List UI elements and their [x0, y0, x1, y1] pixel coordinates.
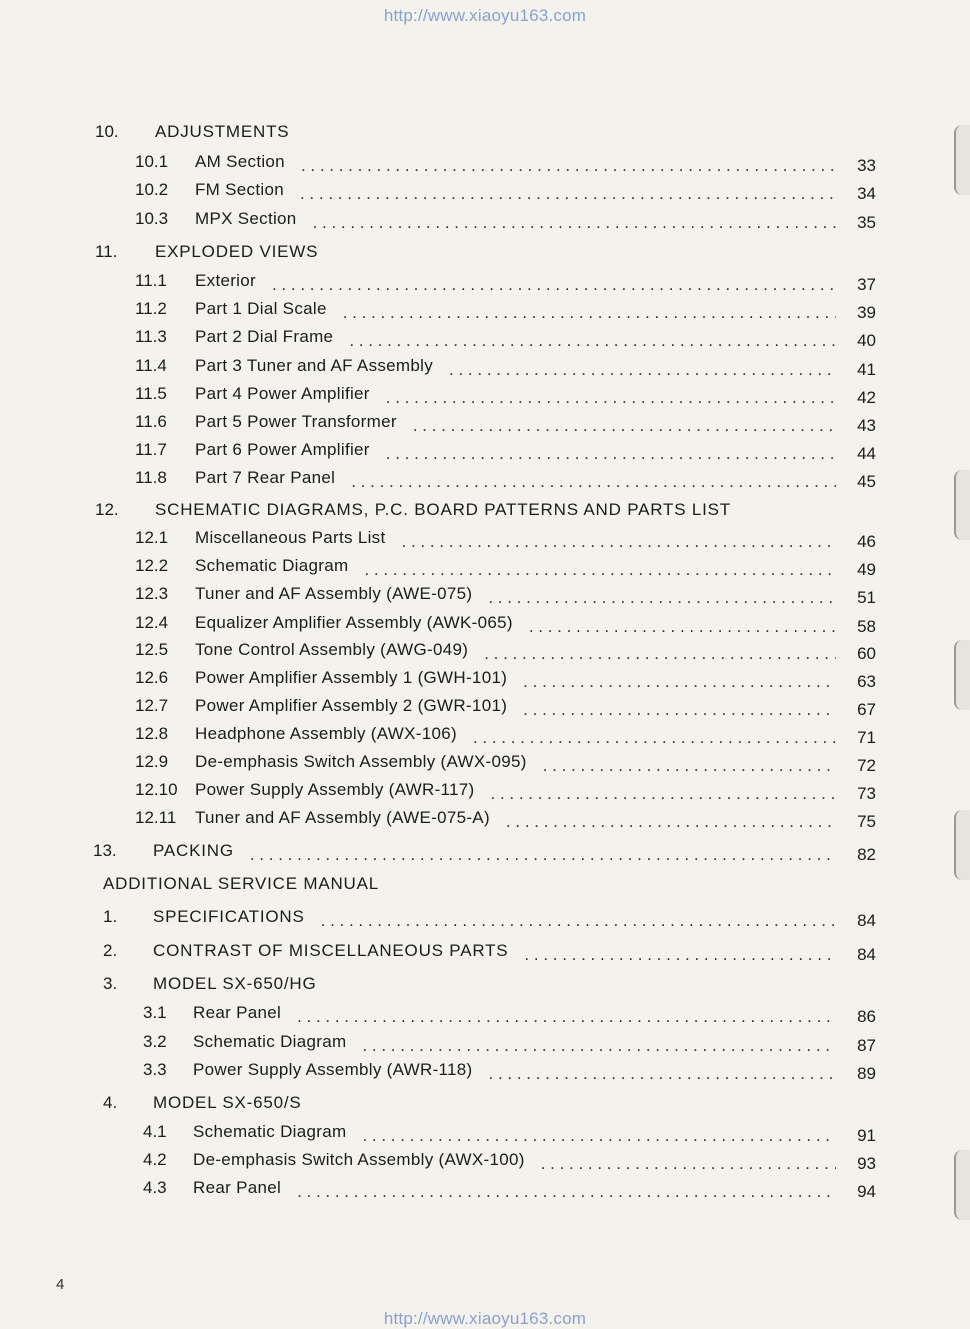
leader-dots	[491, 782, 837, 806]
entry-number: 3.3	[143, 1060, 167, 1079]
entry-title: SPECIFICATIONS	[153, 907, 305, 926]
toc-entry[interactable]	[0, 638, 970, 662]
entry-page-number: 41	[857, 360, 876, 379]
toc-entry[interactable]	[0, 269, 970, 293]
entry-number: 11.2	[135, 299, 167, 318]
toc-entry[interactable]	[0, 554, 970, 578]
leader-dots	[541, 1152, 836, 1176]
entry-number: 1.	[103, 907, 118, 926]
leader-dots	[523, 698, 836, 722]
toc-entry[interactable]	[0, 354, 970, 378]
entry-number: 2.	[103, 941, 118, 960]
toc-section[interactable]	[0, 872, 970, 896]
entry-number: 12.5	[135, 640, 169, 659]
entry-page-number: 49	[857, 560, 876, 579]
footer-url[interactable]: http://www.xiaoyu163.com	[383, 1309, 587, 1328]
toc-entry[interactable]	[0, 526, 970, 550]
entry-page-number: 51	[857, 588, 876, 607]
entry-title: Part 3 Tuner and AF Assembly	[195, 356, 434, 375]
entry-number: 12.1	[135, 528, 169, 547]
leader-dots	[300, 182, 836, 206]
entry-number: 11.	[95, 242, 118, 261]
entry-number: 12.7	[135, 696, 169, 715]
leader-dots	[523, 670, 836, 694]
entry-page-number: 34	[857, 184, 876, 203]
entry-title: Equalizer Amplifier Assembly (AWK-065)	[195, 613, 513, 632]
entry-number: 12.2	[135, 556, 169, 575]
leader-dots	[250, 843, 836, 867]
entry-title: FM Section	[195, 180, 284, 199]
entry-title: MODEL SX-650/HG	[153, 974, 317, 993]
toc-entry[interactable]	[0, 1001, 970, 1025]
entry-number: 11.8	[135, 468, 167, 487]
entry-title: Power Supply Assembly (AWR-118)	[193, 1060, 473, 1079]
entry-page-number: 43	[857, 416, 876, 435]
entry-title: Part 2 Dial Frame	[195, 327, 334, 346]
entry-number: 12.11	[135, 808, 177, 827]
leader-dots	[543, 754, 836, 778]
toc-entry[interactable]	[0, 438, 970, 462]
leader-dots	[364, 558, 836, 582]
leader-dots	[343, 301, 836, 325]
entry-number: 4.2	[143, 1150, 167, 1169]
leader-dots	[272, 273, 836, 297]
toc-entry[interactable]	[0, 750, 970, 774]
toc-entry[interactable]	[0, 410, 970, 434]
entry-number: 11.3	[135, 327, 167, 346]
entry-title: PACKING	[153, 841, 234, 860]
entry-title: Tone Control Assembly (AWG-049)	[195, 640, 469, 659]
entry-number: 11.1	[135, 271, 167, 290]
leader-dots	[386, 442, 836, 466]
leader-dots	[297, 1180, 836, 1204]
leader-dots	[313, 211, 836, 235]
entry-number: 3.	[103, 974, 118, 993]
entry-page-number: 72	[857, 756, 876, 775]
toc-section[interactable]	[0, 905, 970, 929]
toc-entry[interactable]	[0, 1176, 970, 1200]
entry-title: CONTRAST OF MISCELLANEOUS PARTS	[153, 941, 509, 960]
entry-page-number: 71	[857, 728, 876, 747]
toc-entry[interactable]	[0, 325, 970, 349]
toc-entry[interactable]	[0, 1030, 970, 1054]
toc-entry[interactable]	[0, 1120, 970, 1144]
entry-number: 4.3	[143, 1178, 167, 1197]
leader-dots	[529, 615, 836, 639]
toc-entry[interactable]	[0, 806, 970, 830]
entry-title: Part 4 Power Amplifier	[195, 384, 370, 403]
toc-entry[interactable]	[0, 207, 970, 231]
entry-page-number: 42	[857, 388, 876, 407]
header-url[interactable]: http://www.xiaoyu163.com	[383, 6, 587, 25]
toc-section[interactable]	[0, 839, 970, 863]
leader-dots	[362, 1034, 836, 1058]
leader-dots	[449, 358, 836, 382]
entry-number: 4.1	[143, 1122, 167, 1141]
toc-entry[interactable]	[0, 466, 970, 490]
leader-dots	[386, 386, 836, 410]
entry-number: 11.7	[135, 440, 167, 459]
page-number: 4	[56, 1276, 65, 1293]
toc-entry[interactable]	[0, 611, 970, 635]
entry-page-number: 93	[857, 1154, 876, 1173]
entry-title: Rear Panel	[193, 1178, 282, 1197]
entry-number: 13.	[93, 841, 117, 860]
leader-dots	[524, 943, 836, 967]
entry-page-number: 46	[857, 532, 876, 551]
entry-number: 10.1	[135, 152, 169, 171]
entry-title: Part 6 Power Amplifier	[195, 440, 370, 459]
entry-number: 12.3	[135, 584, 169, 603]
leader-dots	[506, 810, 836, 834]
leader-dots	[488, 586, 836, 610]
toc-entry[interactable]	[0, 1148, 970, 1172]
entry-title: Part 1 Dial Scale	[195, 299, 327, 318]
leader-dots	[351, 470, 836, 494]
toc-entry[interactable]	[0, 666, 970, 690]
leader-dots	[413, 414, 836, 438]
toc-entry[interactable]	[0, 694, 970, 718]
entry-page-number: 86	[857, 1007, 876, 1026]
entry-page-number: 84	[857, 911, 876, 930]
entry-page-number: 75	[857, 812, 876, 831]
entry-page-number: 33	[857, 156, 876, 175]
entry-title: AM Section	[195, 152, 285, 171]
entry-page-number: 39	[857, 303, 876, 322]
entry-page-number: 44	[857, 444, 876, 463]
entry-page-number: 91	[857, 1126, 876, 1145]
entry-title: SCHEMATIC DIAGRAMS, P.C. BOARD PATTERNS AND PARTS LIST	[155, 500, 731, 519]
leader-dots	[489, 1062, 837, 1086]
entry-number: 12.10	[135, 780, 178, 799]
entry-title: Headphone Assembly (AWX-106)	[195, 724, 457, 743]
entry-page-number: 67	[857, 700, 876, 719]
entry-title: ADDITIONAL SERVICE MANUAL	[103, 874, 380, 893]
entry-page-number: 73	[857, 784, 876, 803]
entry-page-number: 82	[857, 845, 876, 864]
entry-title: EXPLODED VIEWS	[155, 242, 319, 261]
entry-title: Schematic Diagram	[195, 556, 349, 575]
leader-dots	[297, 1005, 836, 1029]
entry-page-number: 58	[857, 617, 876, 636]
entry-title: ADJUSTMENTS	[155, 122, 290, 141]
entry-number: 3.2	[143, 1032, 167, 1051]
leader-dots	[321, 909, 836, 933]
entry-title: Miscellaneous Parts List	[195, 528, 386, 547]
entry-page-number: 45	[857, 472, 876, 491]
leader-dots	[402, 530, 837, 554]
entry-page-number: 84	[857, 945, 876, 964]
toc-section[interactable]	[0, 120, 970, 144]
entry-number: 12.9	[135, 752, 169, 771]
entry-title: Tuner and AF Assembly (AWE-075)	[195, 584, 473, 603]
entry-number: 3.1	[143, 1003, 167, 1022]
entry-title: De-emphasis Switch Assembly (AWX-100)	[193, 1150, 525, 1169]
leader-dots	[301, 154, 836, 178]
entry-number: 12.6	[135, 668, 169, 687]
leader-dots	[349, 329, 836, 353]
entry-number: 10.3	[135, 209, 169, 228]
toc-entry[interactable]	[0, 722, 970, 746]
entry-title: Schematic Diagram	[193, 1122, 347, 1141]
toc-entry[interactable]	[0, 178, 970, 202]
toc-entry[interactable]	[0, 150, 970, 174]
entry-title: MPX Section	[195, 209, 297, 228]
entry-title: Schematic Diagram	[193, 1032, 347, 1051]
entry-title: Tuner and AF Assembly (AWE-075-A)	[195, 808, 490, 827]
toc-section[interactable]	[0, 939, 970, 963]
entry-title: Power Amplifier Assembly 2 (GWR-101)	[195, 696, 508, 715]
entry-number: 11.5	[135, 384, 167, 403]
entry-title: Part 7 Rear Panel	[195, 468, 336, 487]
leader-dots	[362, 1124, 836, 1148]
entry-title: De-emphasis Switch Assembly (AWX-095)	[195, 752, 527, 771]
toc-section[interactable]	[0, 240, 970, 264]
entry-number: 10.	[95, 122, 119, 141]
toc-entry[interactable]	[0, 297, 970, 321]
entry-number: 10.2	[135, 180, 169, 199]
entry-page-number: 94	[857, 1182, 876, 1201]
entry-number: 4.	[103, 1093, 118, 1112]
entry-page-number: 89	[857, 1064, 876, 1083]
entry-page-number: 87	[857, 1036, 876, 1055]
entry-number: 11.6	[135, 412, 167, 431]
toc-entry[interactable]	[0, 382, 970, 406]
entry-title: Power Amplifier Assembly 1 (GWH-101)	[195, 668, 508, 687]
toc-entry[interactable]	[0, 778, 970, 802]
entry-page-number: 63	[857, 672, 876, 691]
toc-entry[interactable]	[0, 582, 970, 606]
entry-page-number: 60	[857, 644, 876, 663]
entry-title: Exterior	[195, 271, 256, 290]
entry-title: Part 5 Power Transformer	[195, 412, 397, 431]
entry-title: Rear Panel	[193, 1003, 282, 1022]
entry-page-number: 35	[857, 213, 876, 232]
entry-number: 11.4	[135, 356, 167, 375]
entry-number: 12.8	[135, 724, 169, 743]
leader-dots	[484, 642, 836, 666]
toc-entry[interactable]	[0, 1058, 970, 1082]
entry-number: 12.	[95, 500, 119, 519]
entry-title: Power Supply Assembly (AWR-117)	[195, 780, 475, 799]
entry-page-number: 40	[857, 331, 876, 350]
leader-dots	[473, 726, 836, 750]
entry-title: MODEL SX-650/S	[153, 1093, 302, 1112]
entry-page-number: 37	[857, 275, 876, 294]
toc-section[interactable]	[0, 972, 970, 996]
toc-section[interactable]	[0, 1091, 970, 1115]
toc-section[interactable]	[0, 498, 970, 522]
entry-number: 12.4	[135, 613, 169, 632]
